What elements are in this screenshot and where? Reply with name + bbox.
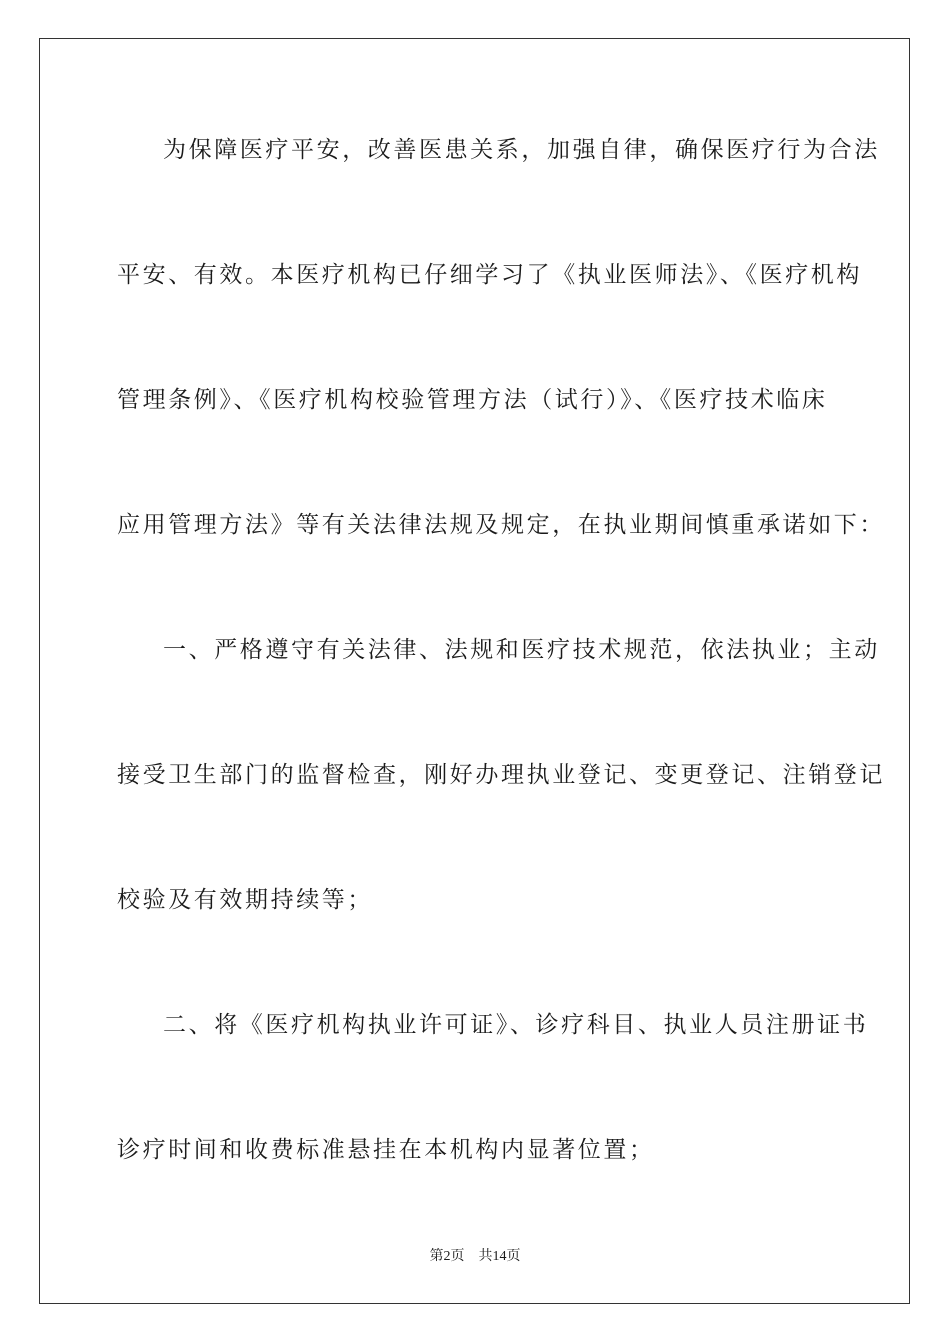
body-text-line-7: 校验及有效期持续等； [117,887,373,913]
body-text-line-4: 应用管理方法》等有关法律法规及规定，在执业期间慎重承诺如下： [117,512,885,538]
body-text-line-6: 接受卫生部门的监督检查，刚好办理执业登记、变更登记、注销登记 [117,762,885,788]
page-number: 第2页 [429,1249,465,1264]
body-text-line-9: 诊疗时间和收费标准悬挂在本机构内显著位置； [117,1137,655,1163]
page-border [39,38,910,1304]
body-text-line-3: 管理条例》、《医疗机构校验管理方法（试行）》、《医疗技术临床 [117,387,828,413]
body-text-line-1: 为保障医疗平安，改善医患关系，加强自律，确保医疗行为合法 [163,137,880,163]
page-total: 共14页 [478,1249,521,1264]
body-text-line-2: 平安、有效。本医疗机构已仔细学习了《执业医师法》、《医疗机构 [117,262,862,288]
page-footer [0,1248,950,1266]
body-text-line-5: 一、严格遵守有关法律、法规和医疗技术规范，依法执业；主动 [163,637,880,663]
body-text-line-8: 二、将《医疗机构执业许可证》、诊疗科目、执业人员注册证书 [163,1012,869,1038]
